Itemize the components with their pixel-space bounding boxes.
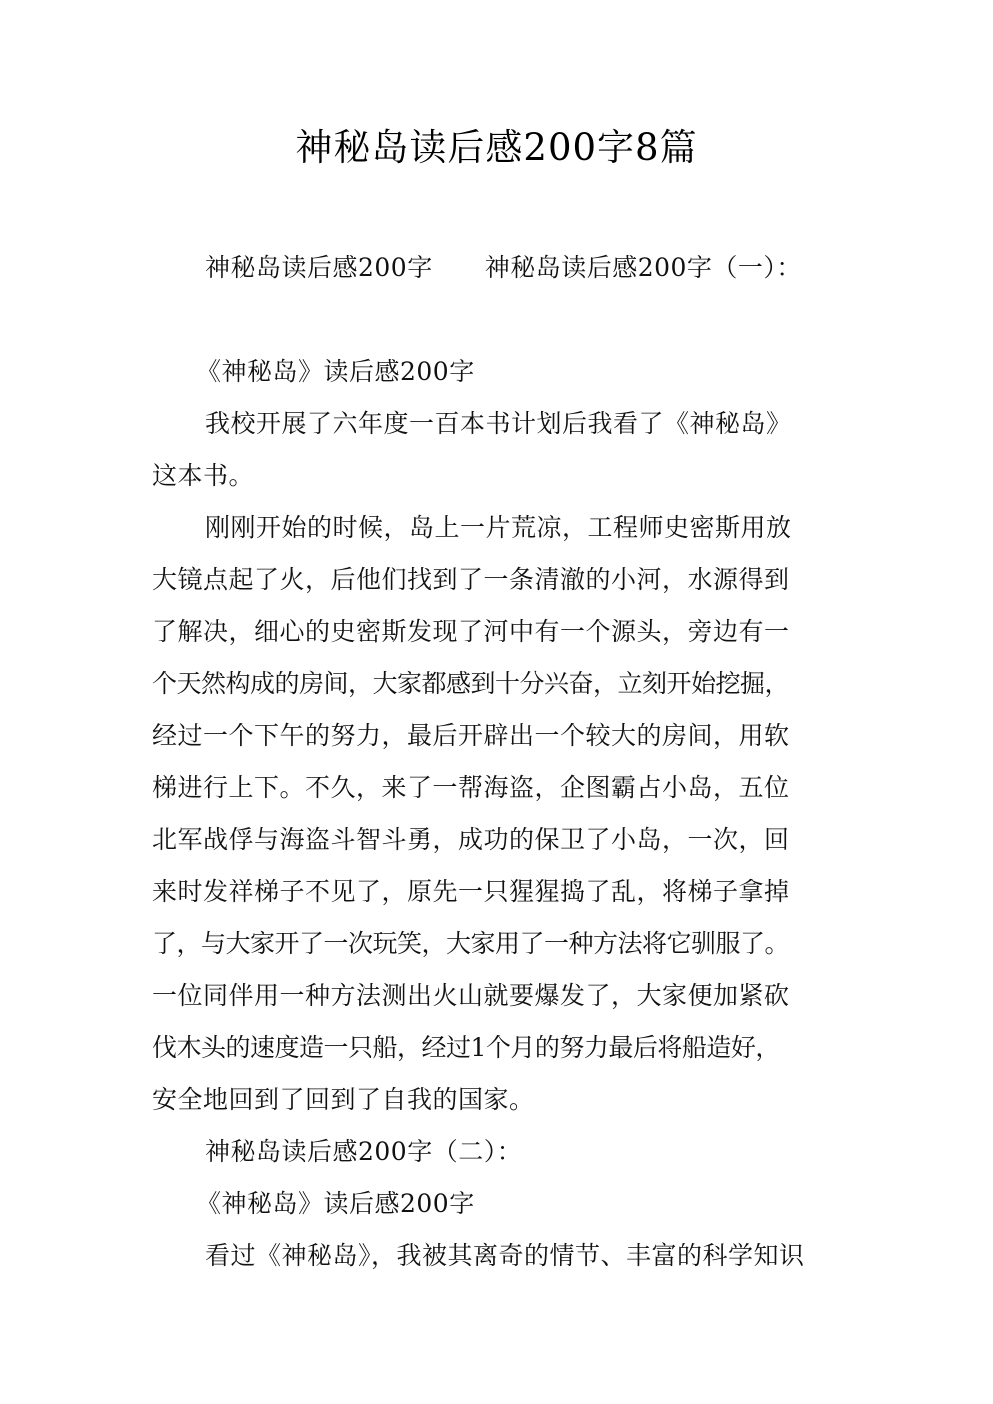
paragraph-line: 来时发祥梯子不见了，原先一只猩猩捣了乱，将梯子拿掉 [152,877,790,906]
subtitle-1: 《神秘岛》读后感200字 [196,357,475,386]
section-header-left: 神秘岛读后感200字 [205,253,433,282]
paragraph-line: 了解决，细心的史密斯发现了河中有一个源头，旁边有一 [152,617,790,646]
paragraph-line: 刚刚开始的时候，岛上一片荒凉，工程师史密斯用放 [205,513,792,542]
paragraph-line: 了，与大家开了一次玩笑，大家用了一种方法将它驯服了。 [152,929,790,958]
paragraph-line: 安全地回到了回到了自我的国家。 [152,1085,535,1114]
paragraph-line: 梯进行上下。不久，来了一帮海盗，企图霸占小岛，五位 [152,773,790,802]
paragraph-line: 大镜点起了火，后他们找到了一条清澈的小河，水源得到 [152,565,790,594]
paragraph-line: 经过一个下午的努力，最后开辟出一个较大的房间，用软 [152,721,790,750]
paragraph-line: 这本书。 [152,461,255,490]
paragraph-line: 一位同伴用一种方法测出火山就要爆发了，大家便加紧砍 [152,981,790,1010]
document-title: 神秘岛读后感200字8篇 [295,126,698,169]
section-heading-2: 神秘岛读后感200字（二）： [205,1137,523,1166]
paragraph-line: 看过《神秘岛》，我被其离奇的情节、丰富的科学知识 [205,1241,805,1270]
section-header-right: 神秘岛读后感200字（一）： [484,253,802,282]
paragraph-line: 个天然构成的房间，大家都感到十分兴奋，立刻开始挖掘， [152,669,790,698]
paragraph-line: 北军战俘与海盗斗智斗勇，成功的保卫了小岛，一次，回 [152,825,790,854]
paragraph-line: 我校开展了六年度一百本书计划后我看了《神秘岛》 [205,409,792,438]
section-header-line [205,248,802,288]
subtitle-2: 《神秘岛》读后感200字 [196,1189,475,1218]
paragraph-line: 伐木头的速度造一只船，经过1个月的努力最后将船造好， [152,1033,780,1062]
